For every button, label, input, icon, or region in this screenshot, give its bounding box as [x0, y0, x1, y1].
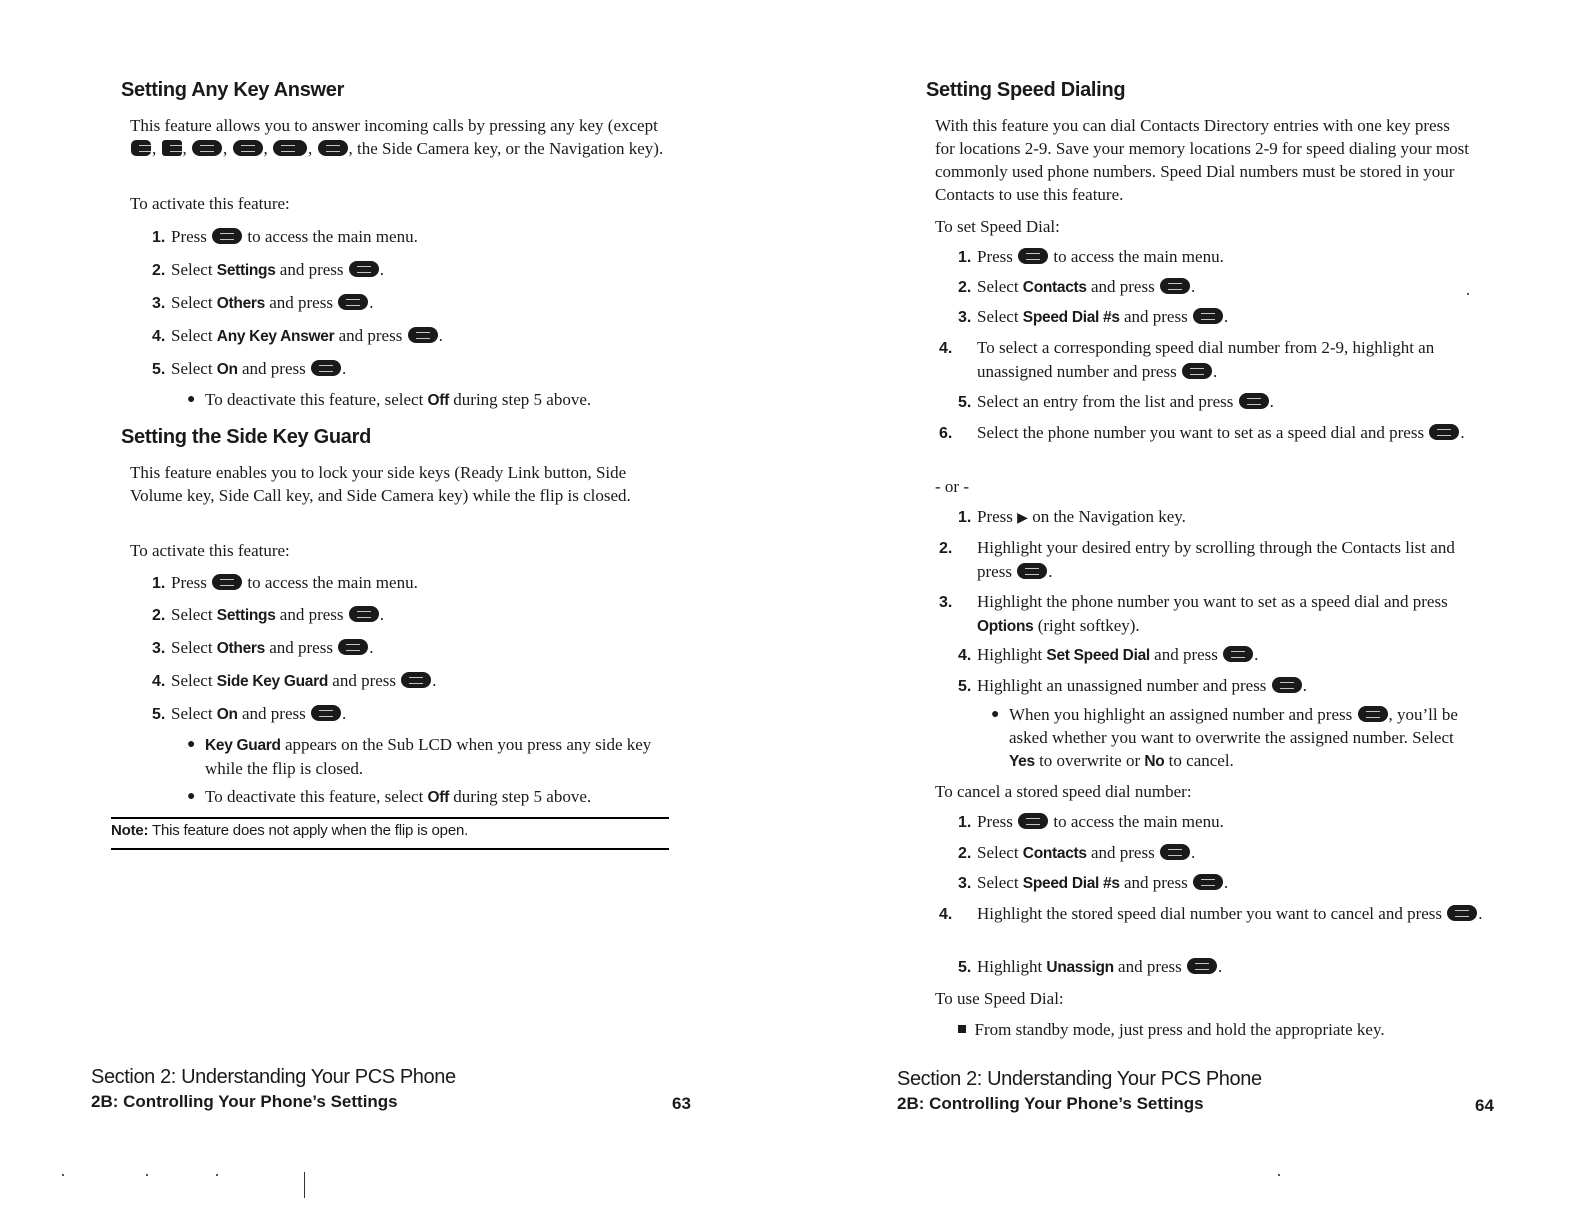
menu-ok-key-icon [1193, 874, 1223, 890]
page-number: 64 [1475, 1096, 1494, 1115]
scan-speck [146, 1174, 148, 1176]
speed-dial-intro: With this feature you can dial Contacts Directory entries with one key press for locations 2-9. Save your memory locations 2-9 for speed dialing your most commonly used phone numbers. Speed Dial numbers must be stored in your Contacts to use this feature. [935, 116, 1469, 204]
step-3: 3. Select Speed Dial #s and press . [958, 873, 1229, 892]
menu-ok-key-icon [1358, 706, 1388, 722]
step-6: 6. Select the phone number you want to set as a speed dial and press . [939, 423, 1465, 442]
use-label: To use Speed Dial: [935, 989, 1064, 1008]
step-4: 4. To select a corresponding speed dial number from 2-9, highlight an unassigned number and press . [939, 338, 1435, 381]
step-2: 2. Select Settings and press . [152, 260, 385, 279]
activate-label-2: To activate this feature: [130, 541, 290, 560]
step-2: 2. Select Contacts and press . [958, 277, 1196, 296]
step-4: 4. Highlight Set Speed Dial and press . [958, 645, 1259, 664]
menu-ok-key-icon [212, 574, 242, 590]
section-title-any-key-answer: Setting Any Key Answer [121, 79, 345, 101]
menu-ok-key-icon [212, 228, 242, 244]
menu-ok-key-icon [1429, 424, 1459, 440]
step-5: 5. Select On and press . [152, 359, 347, 378]
assigned-number-bullet: ● When you highlight an assigned number and press , you’ll be asked whether you want to overwrite the assigned number. Select Yes to overwrite or No to cancel. [991, 705, 1458, 770]
scan-mark [304, 1172, 305, 1198]
note: Note: This feature does not apply when the flip is open. [111, 822, 469, 839]
key-guard-bullet: ● Key Guard appears on the Sub LCD when you press any side key while the flip is closed. [187, 735, 652, 778]
step-2: 2. Select Settings and press . [152, 605, 385, 624]
menu-ok-key-icon [338, 639, 368, 655]
nav-right-arrow-icon: ▶ [1017, 511, 1028, 526]
footer-section: Section 2: Understanding Your PCS Phone [91, 1066, 456, 1088]
talk-key-icon [233, 140, 263, 156]
deactivate-bullet-2: ● To deactivate this feature, select Off during step 5 above. [187, 787, 592, 806]
step-3: 3. Highlight the phone number you want to set as a speed dial and press Options (right softkey). [939, 592, 1448, 635]
deactivate-bullet: ● To deactivate this feature, select Off during step 5 above. [187, 390, 592, 409]
step-1: 1. Press to access the main menu. [152, 227, 418, 246]
note-top-rule [111, 817, 669, 819]
menu-ok-key-icon [1182, 363, 1212, 379]
step-1: 1. Press to access the main menu. [958, 247, 1224, 266]
menu-ok-key-icon [1447, 905, 1477, 921]
section-title-side-key-guard: Setting the Side Key Guard [121, 426, 372, 448]
page-number: 63 [672, 1094, 691, 1113]
step-3: 3. Select Speed Dial #s and press . [958, 307, 1229, 326]
menu-ok-key-icon [192, 140, 222, 156]
step-1: 1. Press to access the main menu. [958, 812, 1224, 831]
step-2: 2. Select Contacts and press . [958, 843, 1196, 862]
step-2: 2. Highlight your desired entry by scrolling through the Contacts list and press . [939, 538, 1455, 581]
scan-speck [1278, 1174, 1280, 1176]
cancel-label: To cancel a stored speed dial number: [935, 782, 1192, 801]
menu-ok-key-icon [349, 606, 379, 622]
menu-ok-key-icon [311, 705, 341, 721]
step-5: 5. Highlight an unassigned number and press . [958, 676, 1307, 695]
scan-speck [1467, 293, 1469, 295]
menu-ok-key-icon [311, 360, 341, 376]
square-bullet-icon [958, 1025, 966, 1033]
menu-ok-key-icon [408, 327, 438, 343]
any-key-intro: This feature allows you to answer incoming calls by pressing any key (except , , , , , , the Side Camera key, or the Navigation key). [130, 116, 664, 158]
menu-ok-key-icon [1018, 813, 1048, 829]
footer-chapter: 2B: Controlling Your Phone’s Settings [91, 1092, 398, 1111]
menu-ok-key-icon [1193, 308, 1223, 324]
end-key-icon [318, 140, 348, 156]
right-page [792, 0, 1584, 1224]
step-5: 5. Select an entry from the list and press . [958, 392, 1274, 411]
menu-ok-key-icon [1160, 844, 1190, 860]
menu-ok-key-icon [1223, 646, 1253, 662]
use-item: From standby mode, just press and hold the appropriate key. [958, 1018, 1385, 1041]
footer-chapter: 2B: Controlling Your Phone’s Settings [897, 1094, 1204, 1113]
activate-label: To activate this feature: [130, 194, 290, 213]
menu-ok-key-icon [401, 672, 431, 688]
step-3: 3. Select Others and press . [152, 293, 374, 312]
side-key-intro: This feature enables you to lock your side keys (Ready Link button, Side Volume key, Side Call key, and Side Camera key) while the flip is closed. [130, 463, 631, 505]
section-title-speed-dialing: Setting Speed Dialing [926, 79, 1126, 101]
menu-ok-key-icon [1018, 248, 1048, 264]
step-1: 1. Press ▶ on the Navigation key. [958, 507, 1186, 526]
menu-ok-key-icon [1239, 393, 1269, 409]
menu-ok-key-icon [1017, 563, 1047, 579]
menu-ok-key-icon [1160, 278, 1190, 294]
step-4: 4. Select Any Key Answer and press . [152, 326, 443, 345]
step-5: 5. Highlight Unassign and press . [958, 957, 1223, 976]
step-4: 4. Select Side Key Guard and press . [152, 671, 437, 690]
step-5: 5. Select On and press . [152, 704, 347, 723]
footer-section: Section 2: Understanding Your PCS Phone [897, 1068, 1262, 1090]
menu-ok-key-icon [1272, 677, 1302, 693]
step-4: 4. Highlight the stored speed dial number you want to cancel and press . [939, 904, 1483, 923]
or-separator: - or - [935, 477, 969, 496]
step-1: 1. Press to access the main menu. [152, 573, 418, 592]
scan-speck [216, 1174, 218, 1176]
menu-ok-key-icon [349, 261, 379, 277]
set-speed-dial-label: To set Speed Dial: [935, 217, 1060, 236]
pen-key-icon [162, 140, 182, 156]
step-3: 3. Select Others and press . [152, 638, 374, 657]
back-key-icon [273, 140, 307, 156]
menu-ok-key-icon [1187, 958, 1217, 974]
note-bottom-rule [111, 848, 669, 850]
voicemail-key-icon [131, 140, 151, 156]
menu-ok-key-icon [338, 294, 368, 310]
scan-speck [62, 1174, 64, 1176]
